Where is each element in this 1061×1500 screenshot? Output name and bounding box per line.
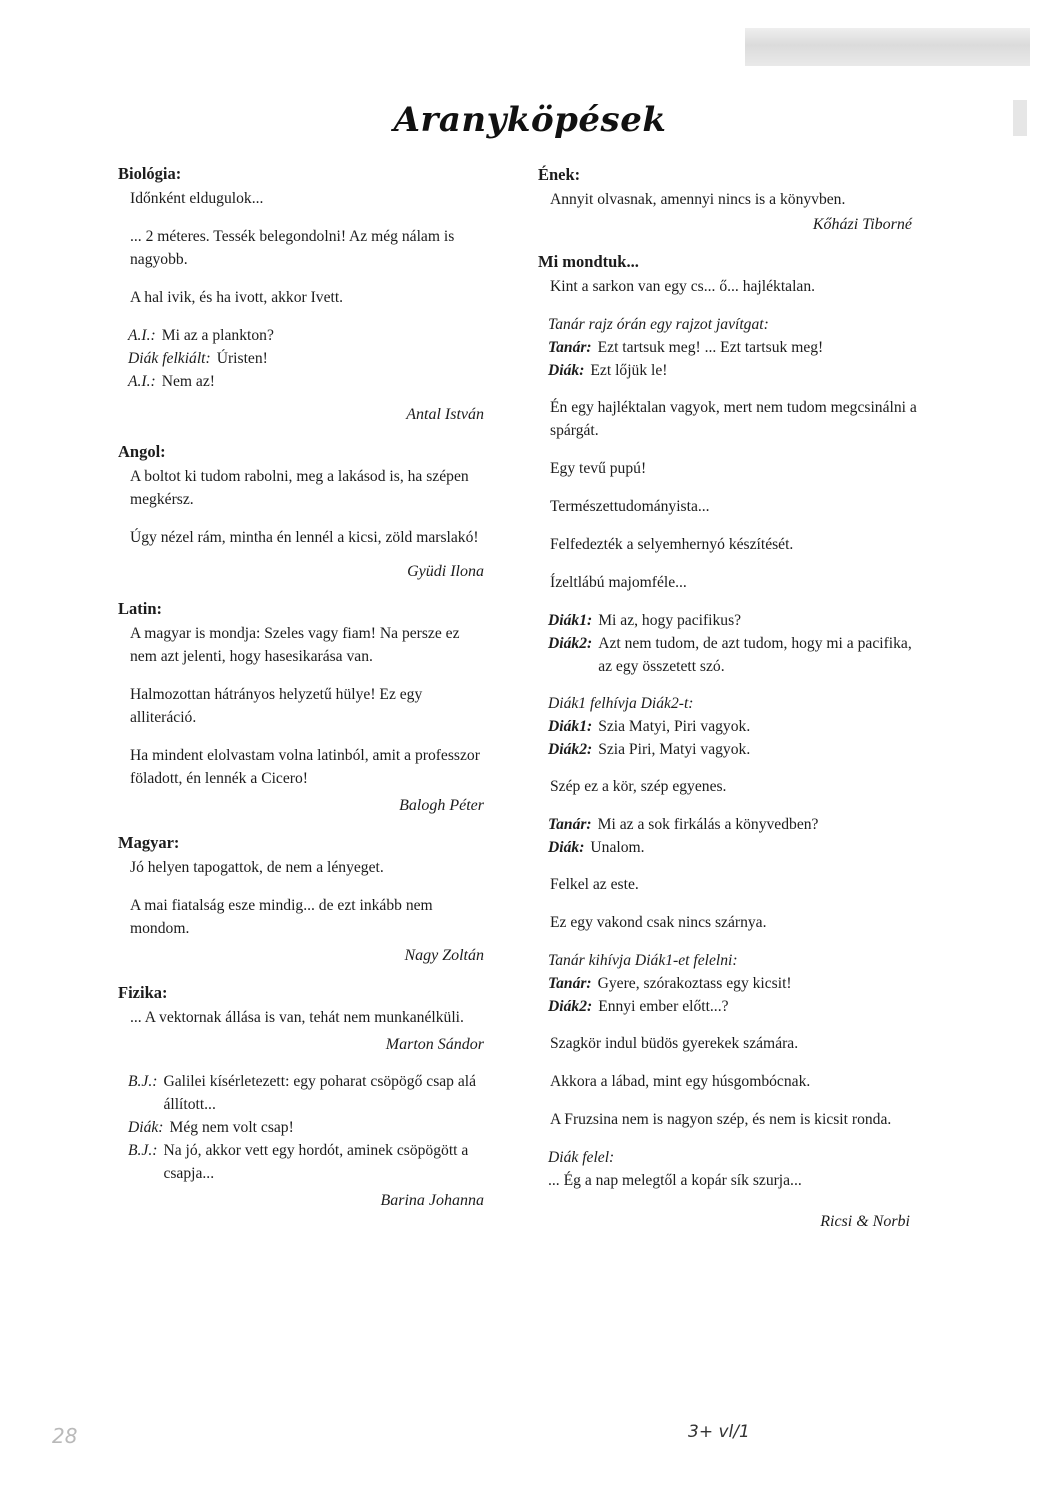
page-title: Aranyköpések: [393, 100, 667, 140]
section-heading-angol: Angol:: [118, 442, 166, 461]
left-column: [118, 162, 490, 1226]
quote: Jó helyen tapogattok, de nem a lényeget.: [130, 859, 384, 876]
speaker: Diák:: [128, 1119, 164, 1136]
quote: Ha mindent elolvastam volna latinból, amit a professzor föladott, én lennék a Cicero!: [130, 747, 480, 787]
line: Mi az a sok firkálás a könyvedben?: [597, 816, 819, 833]
section-heading-fizika: Fizika:: [118, 983, 168, 1002]
section-heading-enek: Ének:: [538, 165, 581, 184]
stage-direction: Tanár rajz órán egy rajzot javítgat:: [548, 316, 769, 333]
line: Még nem volt csap!: [169, 1119, 294, 1136]
speaker: A.I.:: [128, 373, 156, 390]
section-heading-latin: Latin:: [118, 599, 163, 618]
right-column: [538, 163, 918, 1233]
stage-direction: Diák1 felhívja Diák2-t:: [548, 695, 694, 712]
section-heading-biologia: Biológia:: [118, 164, 182, 183]
dialogue: [548, 813, 918, 859]
quote: A boltot ki tudom rabolni, meg a lakásod is, ha szépen megkérsz.: [130, 468, 469, 508]
quote: Időnként eldugulok...: [130, 190, 264, 207]
line: Szia Piri, Matyi vagyok.: [598, 741, 751, 758]
line: ... Ég a nap melegtől a kopár sík szurja...: [548, 1172, 802, 1189]
stage-direction: Tanár kihívja Diák1-et felelni:: [548, 952, 738, 969]
speaker: Tanár:: [548, 339, 592, 356]
quote: Kint a sarkon van egy cs... ő... hajléktalan.: [550, 278, 816, 295]
author: Antal István: [406, 406, 484, 423]
quote: Felkel az este.: [550, 876, 639, 893]
speaker: Diák2:: [548, 741, 593, 758]
dialogue: [548, 692, 918, 761]
scan-artifact: [745, 28, 1030, 66]
quote: Szép ez a kör, szép egyenes.: [550, 778, 727, 795]
quote: Egy tevű pupú!: [550, 460, 647, 477]
scan-artifact: [1013, 100, 1027, 136]
quote: Felfedezték a selyemhernyó készítését.: [550, 536, 794, 553]
section-heading-magyar: Magyar:: [118, 833, 180, 852]
line: Ezt lőjük le!: [590, 362, 668, 379]
section-heading-mi-mondtuk: Mi mondtuk...: [538, 252, 639, 271]
line: Unalom.: [590, 839, 645, 856]
line: Mi az a plankton?: [161, 327, 274, 344]
dialogue: [548, 313, 918, 382]
speaker: Diák:: [548, 839, 585, 856]
quote: Ez egy vakond csak nincs szárnya.: [550, 914, 767, 931]
line: Ennyi ember előtt...?: [598, 998, 729, 1015]
quote: ... 2 méteres. Tessék belegondolni! Az még nálam is nagyobb.: [130, 228, 455, 268]
signature: Ricsi & Norbi: [820, 1213, 910, 1230]
author: Gyüdi Ilona: [407, 563, 484, 580]
quote: Én egy hajléktalan vagyok, mert nem tudom megcsinálni a spárgát.: [550, 399, 917, 439]
quote: A magyar is mondja: Szeles vagy fiam! Na persze ez nem azt jelenti, hogy hasesikarása van.: [130, 625, 460, 665]
dialogue: [548, 609, 918, 678]
speaker: Tanár:: [548, 816, 592, 833]
speaker: B.J.:: [128, 1073, 158, 1090]
speaker: Diák felkiált:: [128, 350, 211, 367]
speaker: Tanár:: [548, 975, 592, 992]
quote: Szagkör indul büdös gyerekek számára.: [550, 1035, 799, 1052]
author: Barina Johanna: [380, 1192, 484, 1209]
author: Kőházi Tiborné: [812, 216, 912, 233]
line: Galilei kísérletezett: egy poharat csöpögő csap alá állított...: [163, 1073, 477, 1113]
quote: Ízeltlábú majomféle...: [550, 574, 687, 591]
quote: Természettudományista...: [550, 498, 710, 515]
speaker: Diák2:: [548, 998, 593, 1015]
line: Na jó, akkor vett egy hordót, aminek csöpögött a csapja...: [163, 1142, 469, 1182]
quote: Annyit olvasnak, amennyi nincs is a könyvben.: [550, 191, 846, 208]
dialogue: [128, 324, 490, 393]
dialogue: [548, 949, 918, 1018]
line: Mi az, hogy pacifikus?: [598, 612, 742, 629]
quote: Halmozottan hátrányos helyzetű hülye! Ez egy alliteráció.: [130, 686, 423, 726]
quote: Akkora a lábad, mint egy húsgombócnak.: [550, 1073, 811, 1090]
speaker: Diák2:: [548, 635, 593, 652]
handwritten-note: 3+ vl/1: [688, 1422, 750, 1442]
speaker: Diák:: [548, 362, 585, 379]
line: Szia Matyi, Piri vagyok.: [598, 718, 751, 735]
quote: A hal ivik, és ha ivott, akkor Ivett.: [130, 289, 344, 306]
author: Balogh Péter: [399, 797, 484, 814]
quote: ... A vektornak állása is van, tehát nem munkanélküli.: [130, 1009, 464, 1026]
page-number: 28: [52, 1424, 78, 1448]
author: Marton Sándor: [385, 1036, 484, 1053]
speaker: A.I.:: [128, 327, 156, 344]
line: Úristen!: [216, 350, 268, 367]
quote: A mai fiatalság esze mindig... de ezt inkább nem mondom.: [130, 897, 433, 937]
speaker: Diák1:: [548, 612, 593, 629]
quote: A Fruzsina nem is nagyon szép, és nem is kicsit ronda.: [550, 1111, 892, 1128]
line: Azt nem tudom, de azt tudom, hogy mi a pacifika, az egy összetett szó.: [598, 635, 912, 675]
speaker: Diák1:: [548, 718, 593, 735]
dialogue: [128, 1070, 490, 1185]
stage-direction: Diák felel:: [548, 1149, 615, 1166]
line: Nem az!: [161, 373, 215, 390]
quote: Úgy nézel rám, mintha én lennél a kicsi, zöld marslakó!: [130, 529, 479, 546]
line: Gyere, szórakoztass egy kicsit!: [597, 975, 792, 992]
dialogue: [548, 1146, 918, 1192]
line: Ezt tartsuk meg! ... Ezt tartsuk meg!: [597, 339, 824, 356]
author: Nagy Zoltán: [404, 947, 484, 964]
speaker: B.J.:: [128, 1142, 158, 1159]
